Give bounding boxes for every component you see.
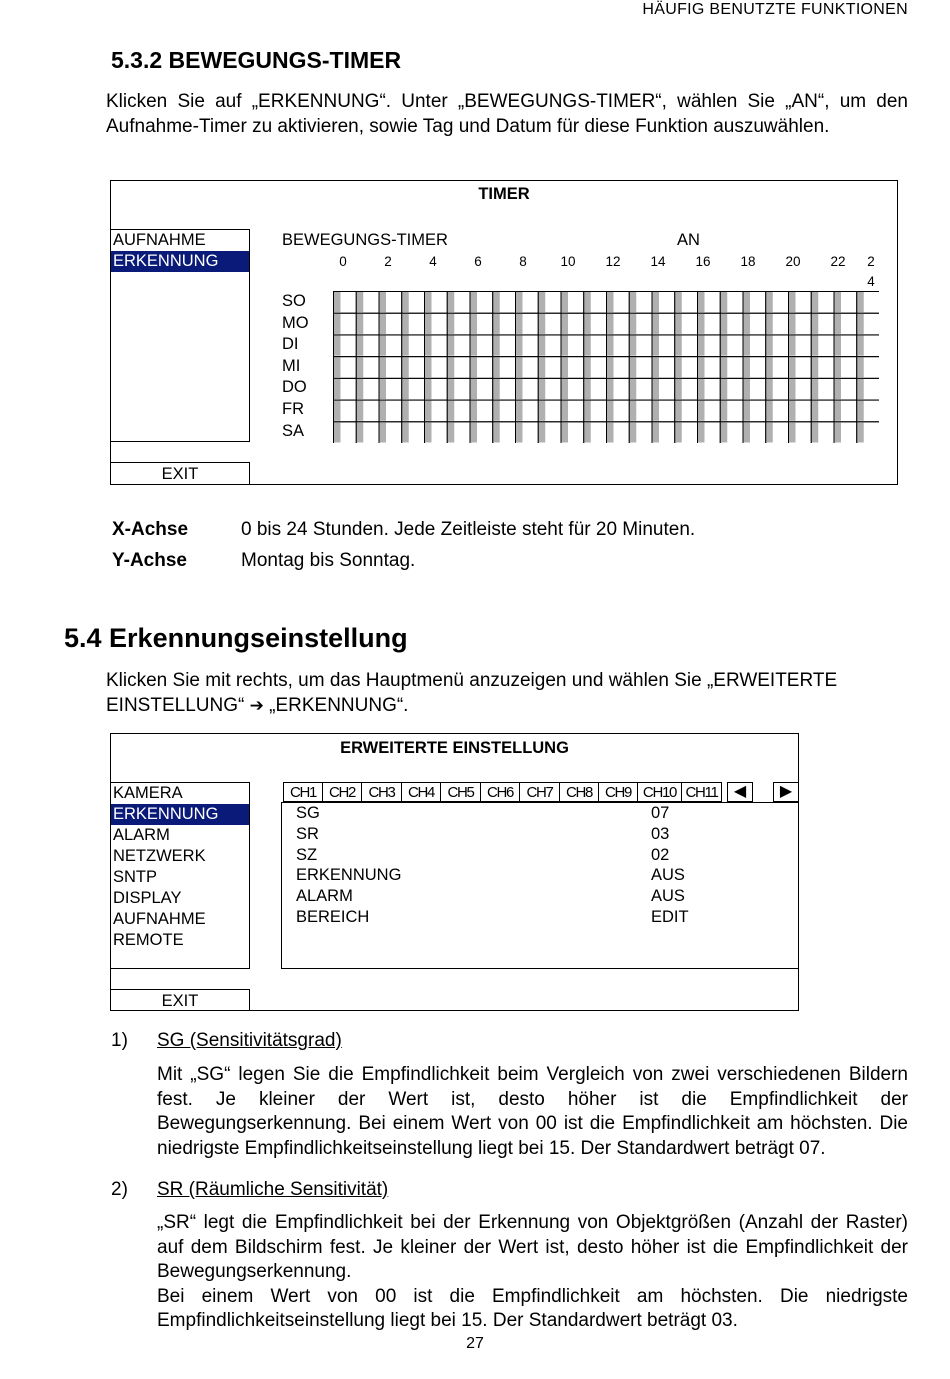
setting-name-bereich: BEREICH — [296, 907, 370, 926]
schedule-cell[interactable] — [789, 335, 812, 357]
channel-tab-ch11[interactable]: CH11 — [682, 782, 722, 802]
schedule-cell[interactable] — [402, 422, 425, 443]
schedule-cell[interactable] — [789, 400, 812, 422]
schedule-cell[interactable] — [493, 313, 516, 335]
schedule-cell[interactable] — [834, 335, 857, 357]
hour-tick: 10 — [560, 254, 576, 269]
advanced-menu-item-kamera[interactable]: KAMERA — [113, 784, 183, 802]
schedule-cell[interactable] — [516, 400, 539, 422]
section-54-intro-part-a: EINSTELLUNG“ — [106, 694, 245, 716]
arrow-icon: ➔ — [249, 695, 264, 716]
schedule-cell[interactable] — [675, 313, 698, 335]
schedule-cell[interactable] — [607, 357, 630, 379]
schedule-cell[interactable] — [811, 292, 834, 314]
schedule-cell[interactable] — [811, 378, 834, 400]
section-54-intro-part-b: „ERKENNUNG“. — [269, 694, 409, 716]
schedule-cell[interactable] — [584, 422, 607, 443]
schedule-cell[interactable] — [857, 292, 879, 314]
schedule-cell[interactable] — [356, 357, 379, 379]
schedule-cell[interactable] — [334, 292, 357, 314]
schedule-cell[interactable] — [743, 422, 766, 443]
schedule-cell[interactable] — [334, 313, 357, 335]
schedule-cell[interactable] — [698, 422, 721, 443]
schedule-cell[interactable] — [425, 378, 448, 400]
schedule-cell[interactable] — [834, 313, 857, 335]
hour-tick: 12 — [605, 254, 621, 269]
schedule-cell[interactable] — [516, 422, 539, 443]
setting-value-erkennung[interactable]: AUS — [651, 866, 685, 885]
setting-value-alarm[interactable]: AUS — [651, 887, 685, 906]
schedule-cell[interactable] — [584, 335, 607, 357]
schedule-cell[interactable] — [834, 292, 857, 314]
hour-tick: 18 — [740, 254, 756, 269]
section-54-intro — [106, 669, 908, 718]
schedule-cell[interactable] — [789, 422, 812, 443]
schedule-cell[interactable] — [743, 378, 766, 400]
schedule-cell[interactable] — [675, 357, 698, 379]
day-label: SO — [282, 292, 306, 310]
advanced-menu-item-netzwerk[interactable]: NETZWERK — [113, 847, 206, 865]
section-heading-532: 5.3.2 BEWEGUNGS-TIMER — [111, 47, 402, 73]
schedule-cell[interactable] — [447, 335, 470, 357]
schedule-cell[interactable] — [561, 313, 584, 335]
schedule-cell[interactable] — [857, 313, 879, 335]
schedule-cell[interactable] — [447, 400, 470, 422]
schedule-cell[interactable] — [538, 400, 561, 422]
schedule-cell[interactable] — [629, 313, 652, 335]
detection-setting-values — [651, 803, 689, 928]
schedule-cell[interactable] — [675, 422, 698, 443]
schedule-cell[interactable] — [493, 292, 516, 314]
advanced-menu-item-sntp[interactable]: SNTP — [113, 868, 158, 886]
schedule-cell[interactable] — [698, 357, 721, 379]
setting-value-sg[interactable]: 07 — [651, 804, 670, 822]
hour-tick: 22 — [830, 254, 846, 269]
axis-text: 0 bis 24 Stunden. Jede Zeitleiste steht für 20 Minuten. — [241, 519, 696, 540]
schedule-cell[interactable] — [607, 422, 630, 443]
schedule-cell[interactable] — [356, 400, 379, 422]
schedule-cell[interactable] — [425, 313, 448, 335]
schedule-cell[interactable] — [698, 335, 721, 357]
schedule-cell[interactable] — [538, 292, 561, 314]
hour-tick: 8 — [519, 254, 527, 269]
axis-row — [112, 550, 912, 581]
schedule-cell[interactable] — [743, 313, 766, 335]
schedule-cell[interactable] — [402, 357, 425, 379]
schedule-cell[interactable] — [629, 400, 652, 422]
advanced-menu-item-alarm[interactable]: ALARM — [113, 826, 170, 844]
schedule-cell[interactable] — [720, 357, 743, 379]
channel-tab-ch3[interactable]: CH3 — [362, 782, 402, 802]
schedule-cell[interactable] — [470, 422, 493, 443]
schedule-cell[interactable] — [675, 378, 698, 400]
next-channel-button[interactable]: ▶ — [773, 782, 799, 802]
schedule-cell[interactable] — [857, 400, 879, 422]
schedule-cell[interactable] — [766, 313, 789, 335]
schedule-cell[interactable] — [379, 313, 402, 335]
schedule-cell[interactable] — [698, 292, 721, 314]
schedule-cell[interactable] — [356, 422, 379, 443]
schedule-cell[interactable] — [493, 400, 516, 422]
advanced-panel-title: ERWEITERTE EINSTELLUNG — [340, 739, 569, 757]
schedule-cell[interactable] — [402, 313, 425, 335]
schedule-cell[interactable] — [652, 335, 675, 357]
schedule-cell[interactable] — [607, 313, 630, 335]
schedule-cell[interactable] — [629, 357, 652, 379]
setting-name-sg: SG — [296, 804, 320, 822]
hour-tick: 14 — [650, 254, 666, 269]
schedule-cell[interactable] — [425, 400, 448, 422]
prev-channel-button[interactable]: ◀ — [727, 782, 753, 802]
schedule-cell[interactable] — [629, 378, 652, 400]
timer-exit-button[interactable]: EXIT — [111, 462, 250, 485]
schedule-cell[interactable] — [675, 400, 698, 422]
schedule-cell[interactable] — [379, 335, 402, 357]
channel-tab-ch7[interactable]: CH7 — [520, 782, 560, 802]
schedule-cell[interactable] — [425, 335, 448, 357]
channel-tab-ch5[interactable]: CH5 — [441, 782, 481, 802]
hour-tick: 0 — [339, 254, 347, 269]
schedule-cell[interactable] — [470, 292, 493, 314]
schedule-cell[interactable] — [425, 357, 448, 379]
schedule-cell[interactable] — [334, 335, 357, 357]
schedule-cell[interactable] — [720, 292, 743, 314]
schedule-cell[interactable] — [561, 422, 584, 443]
channel-tab-ch2[interactable]: CH2 — [323, 782, 362, 802]
section-532-intro: Klicken Sie auf „ERKENNUNG“. Unter „BEWEGUNGS-TIMER“, wählen Sie „AN“, um den Aufnahme-Timer zu aktivieren, sowie Tag und Datum für diese Funktion auszuwählen. — [106, 91, 908, 137]
hour-tick: 16 — [695, 254, 711, 269]
setting-value-sr[interactable]: 03 — [651, 824, 670, 843]
schedule-cell[interactable] — [857, 335, 879, 357]
motion-timer-label: BEWEGUNGS-TIMER — [282, 231, 448, 249]
axis-label: Y-Achse — [112, 550, 187, 571]
advanced-exit-button[interactable]: EXIT — [111, 989, 250, 1011]
section-heading-54: 5.4 Erkennungseinstellung — [64, 623, 408, 653]
schedule-cell[interactable] — [789, 292, 812, 314]
schedule-cell[interactable] — [584, 378, 607, 400]
day-label: SA — [282, 421, 305, 440]
advanced-menu-list — [111, 782, 250, 969]
schedule-cell[interactable] — [720, 313, 743, 335]
schedule-cell[interactable] — [516, 313, 539, 335]
schedule-cell[interactable] — [811, 357, 834, 379]
schedule-cell[interactable] — [334, 378, 357, 400]
schedule-cell[interactable] — [834, 357, 857, 379]
setting-value-sz[interactable]: 02 — [651, 845, 670, 864]
schedule-cell[interactable] — [698, 400, 721, 422]
schedule-cell[interactable] — [857, 378, 879, 400]
setting-name-erkennung: ERKENNUNG — [296, 866, 402, 885]
axis-text: Montag bis Sonntag. — [241, 550, 416, 571]
detection-setting-names — [296, 803, 401, 928]
hour-ticks — [111, 253, 897, 293]
schedule-cell[interactable] — [493, 378, 516, 400]
schedule-cell[interactable] — [470, 378, 493, 400]
advanced-menu-item-display[interactable]: DISPLAY — [113, 889, 182, 907]
schedule-cell[interactable] — [698, 313, 721, 335]
schedule-cell[interactable] — [766, 335, 789, 357]
schedule-cell[interactable] — [516, 292, 539, 314]
schedule-cell[interactable] — [584, 357, 607, 379]
schedule-cell[interactable] — [447, 378, 470, 400]
schedule-cell[interactable] — [470, 313, 493, 335]
schedule-cell[interactable] — [447, 313, 470, 335]
last-tick-bottom: 4 — [867, 274, 875, 289]
schedule-cell[interactable] — [470, 357, 493, 379]
schedule-cell[interactable] — [516, 335, 539, 357]
schedule-cell[interactable] — [561, 335, 584, 357]
channel-tab-ch10[interactable]: CH10 — [638, 782, 682, 802]
schedule-cell[interactable] — [629, 422, 652, 443]
channel-tabs — [283, 782, 722, 802]
day-labels — [282, 291, 309, 442]
schedule-cell[interactable] — [425, 422, 448, 443]
timer-panel-title: TIMER — [478, 185, 530, 203]
axis-label: X-Achse — [112, 519, 189, 540]
schedule-cell[interactable] — [447, 357, 470, 379]
schedule-cell[interactable] — [402, 378, 425, 400]
schedule-cell[interactable] — [356, 378, 379, 400]
schedule-cell[interactable] — [379, 422, 402, 443]
schedule-cell[interactable] — [561, 357, 584, 379]
schedule-cell[interactable] — [516, 378, 539, 400]
schedule-cell[interactable] — [720, 422, 743, 443]
schedule-cell[interactable] — [675, 335, 698, 357]
schedule-cell[interactable] — [493, 422, 516, 443]
schedule-cell[interactable] — [538, 313, 561, 335]
schedule-cell[interactable] — [402, 400, 425, 422]
schedule-cell[interactable] — [766, 292, 789, 314]
schedule-cell[interactable] — [561, 378, 584, 400]
schedule-grid[interactable] — [333, 291, 879, 443]
schedule-cell[interactable] — [652, 422, 675, 443]
schedule-cell[interactable] — [720, 378, 743, 400]
channel-tab-ch6[interactable]: CH6 — [481, 782, 520, 802]
schedule-cell[interactable] — [356, 335, 379, 357]
schedule-cell[interactable] — [652, 357, 675, 379]
schedule-cell[interactable] — [811, 422, 834, 443]
schedule-cell[interactable] — [447, 422, 470, 443]
schedule-cell[interactable] — [789, 378, 812, 400]
schedule-cell[interactable] — [789, 313, 812, 335]
schedule-cell[interactable] — [538, 378, 561, 400]
day-label: FR — [282, 399, 304, 418]
running-header: HÄUFIG BENUTZTE FUNKTIONEN — [642, 1, 908, 18]
schedule-cell[interactable] — [425, 292, 448, 314]
schedule-cell[interactable] — [720, 335, 743, 357]
schedule-cell[interactable] — [698, 378, 721, 400]
motion-timer-value[interactable]: AN — [677, 231, 700, 249]
schedule-cell[interactable] — [629, 292, 652, 314]
schedule-cell[interactable] — [857, 357, 879, 379]
schedule-cell[interactable] — [470, 400, 493, 422]
schedule-cell[interactable] — [743, 400, 766, 422]
channel-tab-ch8[interactable]: CH8 — [560, 782, 599, 802]
schedule-cell[interactable] — [584, 292, 607, 314]
schedule-cell[interactable] — [516, 357, 539, 379]
schedule-cell[interactable] — [743, 335, 766, 357]
schedule-cell[interactable] — [652, 292, 675, 314]
advanced-menu-item-aufnahme[interactable]: AUFNAHME — [113, 910, 206, 928]
schedule-cell[interactable] — [470, 335, 493, 357]
schedule-cell[interactable] — [584, 400, 607, 422]
page-number: 27 — [466, 1335, 484, 1352]
schedule-cell[interactable] — [561, 292, 584, 314]
schedule-cell[interactable] — [811, 400, 834, 422]
schedule-cell[interactable] — [607, 400, 630, 422]
schedule-cell[interactable] — [652, 400, 675, 422]
schedule-cell[interactable] — [743, 292, 766, 314]
schedule-cell[interactable] — [379, 292, 402, 314]
schedule-cell[interactable] — [811, 335, 834, 357]
channel-tab-ch9[interactable]: CH9 — [599, 782, 638, 802]
day-label: MI — [282, 356, 301, 375]
schedule-cell[interactable] — [538, 422, 561, 443]
hour-tick: 6 — [474, 254, 482, 269]
item-1-body: Mit „SG“ legen Sie die Empfindlichkeit beim Vergleich von zwei verschiedenen Bildern fest. Je kleiner der Wert ist, desto höher ist die Empfindlichkeit der Bewegungserkennung. Bei einem Wert von 00 ist die Empfindlichkeit am höchsten. Die niedrigste Empfindlichkeitseinstellung liegt bei 15. Der Standardwert beträgt 07. — [157, 1064, 908, 1159]
schedule-cell[interactable] — [493, 357, 516, 379]
schedule-cell[interactable] — [652, 313, 675, 335]
timer-menu-item-erkennung[interactable]: ERKENNUNG — [111, 251, 249, 272]
hour-tick: 2 — [384, 254, 392, 269]
axis-row — [112, 519, 912, 550]
schedule-cell[interactable] — [789, 357, 812, 379]
setting-value-bereich[interactable]: EDIT — [651, 907, 689, 926]
channel-tab-ch1[interactable]: CH1 — [283, 782, 323, 802]
timer-panel — [110, 180, 898, 485]
item-2-title: SR (Räumliche Sensitivität) — [157, 1179, 389, 1200]
schedule-cell[interactable] — [834, 422, 857, 443]
axis-descriptions — [112, 519, 912, 581]
day-label: DO — [282, 378, 307, 397]
schedule-cell[interactable] — [584, 313, 607, 335]
last-tick-top: 2 — [867, 254, 875, 269]
setting-name-sz: SZ — [296, 845, 318, 864]
advanced-settings-panel — [110, 733, 799, 1011]
schedule-cell[interactable] — [493, 335, 516, 357]
schedule-cell[interactable] — [652, 378, 675, 400]
schedule-cell[interactable] — [766, 357, 789, 379]
hour-tick: 20 — [785, 254, 801, 269]
schedule-cell[interactable] — [834, 378, 857, 400]
item-2-number: 2) — [111, 1179, 128, 1200]
schedule-cell[interactable] — [743, 357, 766, 379]
day-label: DI — [282, 335, 299, 354]
schedule-cell[interactable] — [334, 357, 357, 379]
schedule-cell[interactable] — [402, 292, 425, 314]
schedule-cell[interactable] — [538, 357, 561, 379]
day-label: MO — [282, 313, 309, 332]
advanced-menu-item-remote[interactable]: REMOTE — [113, 931, 184, 949]
schedule-cell[interactable] — [607, 378, 630, 400]
schedule-cell[interactable] — [607, 292, 630, 314]
schedule-cell[interactable] — [629, 335, 652, 357]
setting-name-sr: SR — [296, 824, 319, 843]
channel-tab-ch4[interactable]: CH4 — [402, 782, 441, 802]
schedule-cell[interactable] — [402, 335, 425, 357]
advanced-menu-item-erkennung[interactable]: ERKENNUNG — [111, 804, 249, 825]
item-1-number: 1) — [111, 1030, 128, 1051]
schedule-cell[interactable] — [811, 313, 834, 335]
schedule-cell[interactable] — [379, 378, 402, 400]
schedule-cell[interactable] — [334, 422, 357, 443]
item-1-title: SG (Sensitivitätsgrad) — [157, 1030, 342, 1051]
item-2-body: „SR“ legt die Empfindlichkeit bei der Erkennung von Objektgrößen (Anzahl der Raster) auf dem Bildschirm fest. Je kleiner der Wert ist, desto höher ist die Empfindlichkeit der Bewegungserkennung. Bei einem Wert von 00 ist die Empfindlichkeit am höchsten. Die niedrigste Empfindlichkeitseinstellung liegt bei 15. Der Standardwert beträgt 03. — [157, 1212, 908, 1331]
detection-settings-box — [281, 802, 799, 969]
schedule-cell[interactable] — [447, 292, 470, 314]
schedule-cell[interactable] — [607, 335, 630, 357]
schedule-cell[interactable] — [834, 400, 857, 422]
schedule-cell[interactable] — [538, 335, 561, 357]
schedule-cell[interactable] — [356, 292, 379, 314]
schedule-cell[interactable] — [675, 292, 698, 314]
schedule-cell[interactable] — [561, 400, 584, 422]
schedule-cell[interactable] — [720, 400, 743, 422]
schedule-cell[interactable] — [857, 422, 879, 443]
schedule-cell[interactable] — [334, 400, 357, 422]
setting-name-alarm: ALARM — [296, 887, 353, 906]
section-54-intro-line1: Klicken Sie mit rechts, um das Hauptmenü anzuzeigen und wählen Sie „ERWEITERTE — [106, 670, 838, 691]
hour-tick: 4 — [429, 254, 437, 269]
schedule-cell[interactable] — [379, 400, 402, 422]
timer-menu-item-aufnahme[interactable]: AUFNAHME — [113, 231, 206, 249]
schedule-cell[interactable] — [766, 378, 789, 400]
schedule-cell[interactable] — [766, 400, 789, 422]
schedule-cell[interactable] — [379, 357, 402, 379]
schedule-cell[interactable] — [356, 313, 379, 335]
schedule-cell[interactable] — [766, 422, 789, 443]
